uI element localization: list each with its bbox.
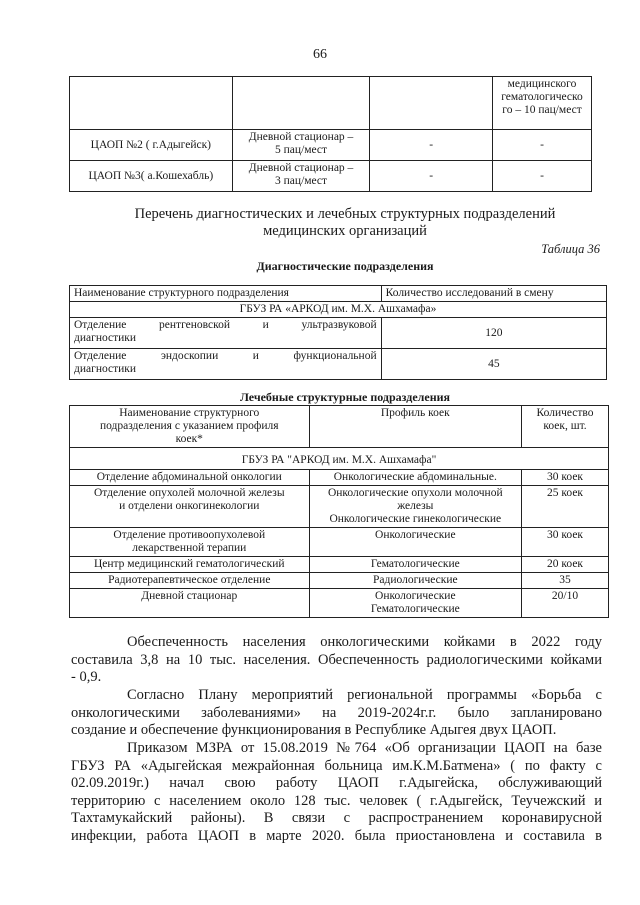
table-number: Таблица 36 — [541, 242, 600, 256]
text-line: онкологическими заболеваниями» на 2019-2024г.г. было запланировано — [71, 704, 602, 721]
table-cell: Дневной стационар — [70, 589, 310, 618]
table-cell: - — [493, 130, 592, 161]
table-cell: ЦАОП №3( а.Кошехабль) — [70, 161, 233, 192]
table-row — [70, 130, 592, 161]
org-cell: ГБУЗ РА «АРКОД им. М.Х. Ашхамафа» — [70, 302, 607, 318]
table-row — [70, 302, 607, 318]
text-line: Приказом МЗРА от 15.08.2019 №764 «Об организации ЦАОП на базе — [127, 740, 602, 756]
table-header — [70, 406, 609, 448]
row-name-line: диагностики — [74, 363, 137, 375]
row-name-line: Отделение эндоскопии и функциональной — [74, 350, 377, 362]
table-cell: 25 коек — [522, 486, 609, 528]
header-cell: Профиль коек — [309, 406, 522, 448]
diag-title: Диагностические подразделения — [256, 259, 434, 273]
table-row — [70, 448, 609, 470]
table-cell: 30 коек — [522, 528, 609, 557]
header-cell: Наименование структурного подразделения — [70, 286, 382, 302]
text-line: Согласно Плану мероприятий региональной программы «Борьба с — [127, 687, 602, 703]
paragraph-2 — [71, 687, 602, 740]
table-row — [70, 349, 607, 380]
table-row — [70, 318, 607, 349]
text-line: ГБУЗ РА «Адыгейская межрайонная больница им.К.М.Батмена» ( по факту с — [71, 757, 602, 774]
table-cell: Дневной стационар – 5 пац/мест — [232, 130, 370, 161]
text-line: Тахтамукайский районы). В связи с распространением коронавирусной — [71, 810, 602, 826]
table-cell — [232, 77, 370, 130]
header-cell: Количество исследований в смену — [381, 286, 606, 302]
table-cell: ЦАОП №2 ( г.Адыгейск) — [70, 130, 233, 161]
text-line: 02.09.2019г.) начал свою работу ЦАОП г.Адыгейска, обслуживающий — [71, 775, 602, 791]
table-cell: 120 — [381, 318, 606, 349]
table-cell — [370, 77, 493, 130]
table-cell: Отделение опухолей молочной железы и отделени онкогинекологии — [70, 486, 310, 528]
table-header — [70, 286, 607, 302]
paragraph-3 — [71, 740, 602, 845]
table-cell: 20/10 — [522, 589, 609, 618]
table-row — [70, 528, 609, 557]
table-cell: 45 — [381, 349, 606, 380]
table-row — [70, 486, 609, 528]
text-line: - 0,9. — [71, 669, 102, 685]
table-cell — [70, 349, 382, 380]
table-cell: Онкологические Гематологические — [309, 589, 522, 618]
centers-table — [69, 76, 592, 192]
text-line: территорию с населением около 128 тыс. человек ( г.Адыгейск, Теучежский и — [71, 792, 602, 809]
table-row — [70, 573, 609, 589]
page-number: 66 — [313, 47, 327, 62]
table-cell: - — [370, 161, 493, 192]
org-cell: ГБУЗ РА "АРКОД им. М.Х. Ашхамафа" — [70, 448, 609, 470]
table-cell: Центр медицинский гематологический — [70, 557, 310, 573]
table-cell: 20 коек — [522, 557, 609, 573]
table-cell: Гематологические — [309, 557, 522, 573]
table-cell: - — [370, 130, 493, 161]
table-cell: Отделение противоопухолевой лекарственной терапии — [70, 528, 310, 557]
table-cell: Радиологические — [309, 573, 522, 589]
section-heading-line1: Перечень диагностических и лечебных структурных подразделений — [134, 206, 556, 222]
table-cell: медицинского гематологическо го – 10 пац/мест — [493, 77, 592, 130]
header-cell: Количество коек, шт. — [522, 406, 609, 448]
table-cell: Онкологические абдоминальные. — [309, 470, 522, 486]
table-row — [70, 557, 609, 573]
row-name-line: Отделение рентгеновской и ультразвуковой — [74, 319, 377, 331]
treatment-table — [69, 405, 609, 618]
table-cell: Радиотерапевтическое отделение — [70, 573, 310, 589]
text-line: инфекции, работа ЦАОП в марте 2020. была приостановлена и составила в — [71, 827, 602, 844]
table-cell: 30 коек — [522, 470, 609, 486]
text-line: составила 3,8 на 10 тыс. населения. Обеспеченность радиологическими койками — [71, 651, 602, 668]
table-cell — [70, 77, 233, 130]
treat-title: Лечебные структурные подразделения — [239, 390, 451, 404]
table-cell — [70, 318, 382, 349]
table-cell: Отделение абдоминальной онкологии — [70, 470, 310, 486]
table-cell: - — [493, 161, 592, 192]
table-row — [70, 589, 609, 618]
paragraph-1 — [71, 634, 602, 687]
table-cell: Онкологические — [309, 528, 522, 557]
row-name-line: диагностики — [74, 332, 137, 344]
table-cell: 35 — [522, 573, 609, 589]
table-row — [70, 161, 592, 192]
diagnostic-table — [69, 285, 607, 380]
text-line: создание и обеспечение функционирования в Республике Адыгея двух ЦАОП. — [71, 722, 557, 738]
table-row — [70, 470, 609, 486]
table-cell: Онкологические опухоли молочной железы Онкологические гинекологические — [309, 486, 522, 528]
header-cell: Наименование структурного подразделения с указанием профиля коек* — [70, 406, 310, 448]
text-line: Обеспеченность населения онкологическими койками в 2022 году — [127, 634, 602, 650]
section-heading-line2: медицинских организаций — [263, 223, 427, 239]
table-row — [70, 77, 592, 130]
table-cell: Дневной стационар – 3 пац/мест — [232, 161, 370, 192]
